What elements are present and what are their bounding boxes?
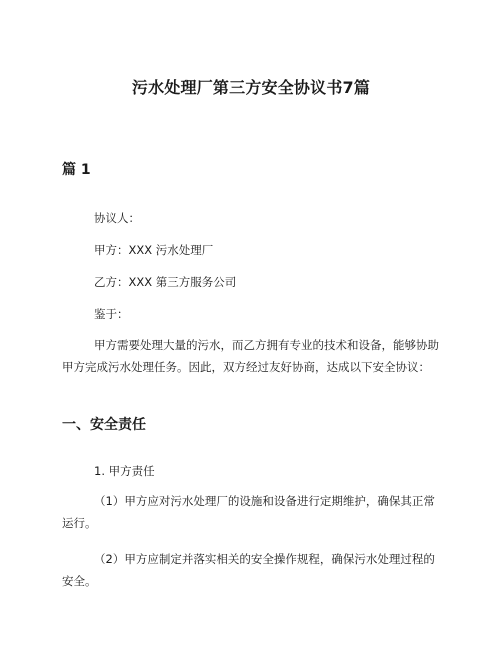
- party-a-line: 甲方：XXX 污水处理厂: [94, 243, 214, 257]
- section-heading-safety: 一、安全责任: [62, 417, 146, 433]
- whereas-label: 鉴于：: [94, 307, 129, 321]
- subsection-party-a: 1. 甲方责任: [94, 464, 155, 478]
- document-title: 污水处理厂第三方安全协议书7篇: [131, 78, 371, 97]
- clause-2: （2）甲方应制定并落实相关的安全操作规程，确保污水处理过程的安全。: [62, 552, 435, 588]
- clause-1: （1）甲方应对污水处理厂的设施和设备进行定期维护，确保其正常运行。: [62, 494, 435, 530]
- party-b-line: 乙方：XXX 第三方服务公司: [94, 275, 237, 289]
- background-paragraph: 甲方需要处理大量的污水，而乙方拥有专业的技术和设备，能够协助甲方完成污水处理任务。因此，双方经过友好协商，达成以下安全协议：: [62, 338, 439, 374]
- intro-label: 协议人：: [94, 211, 140, 225]
- part-heading: 篇 1: [62, 162, 91, 178]
